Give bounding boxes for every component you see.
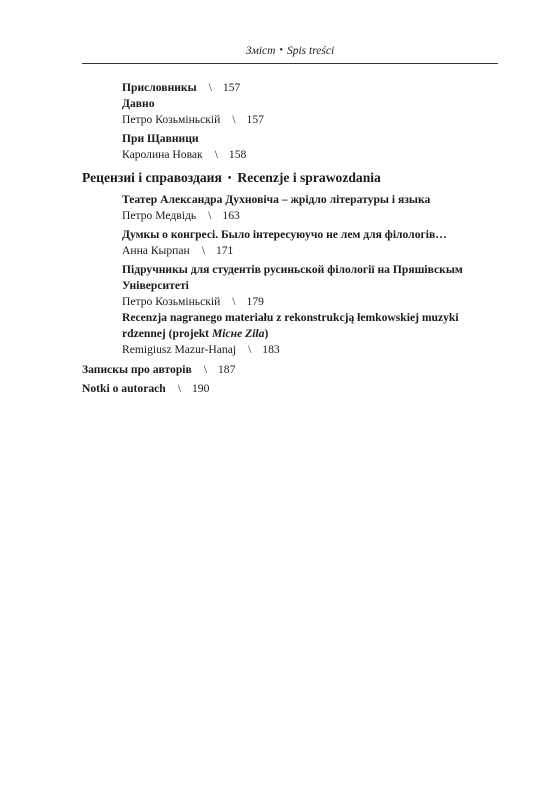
running-head-left: Зміст: [245, 45, 276, 57]
toc-entry-title: Театер Александра Духновіча – жрідло літературы і языка: [122, 193, 431, 206]
toc-entry-authors-notes-ru: [82, 362, 498, 378]
toc-entry-review: [82, 310, 498, 358]
toc-entry-title: При Щавници: [122, 132, 199, 145]
toc-entry-review: [82, 262, 498, 310]
toc-entry-review: [82, 227, 498, 259]
toc-entry-davno: [82, 96, 498, 112]
section-heading-right: Recenzje i sprawozdania: [237, 170, 381, 185]
page-number: 163: [222, 209, 240, 222]
toc-entry-author-name: Remigiusz Mazur-Hanaj: [122, 343, 237, 356]
toc-entry-title-line: Recenzja nagranego materiału z rekonstrukcją łemkowskiej muzyki: [122, 311, 459, 324]
title-suffix: ): [264, 327, 269, 340]
toc-entry-title: Запискы про авторів: [82, 363, 192, 376]
table-of-contents: [82, 80, 498, 397]
toc-entry-author-name: Петро Козьміньскій: [122, 295, 221, 308]
page-number: 179: [246, 295, 264, 308]
section-heading-bullet: •: [227, 173, 232, 184]
section-heading-left: Рецензиі і справоздаия: [82, 170, 222, 185]
title-prefix: rdzennej (projekt: [122, 327, 212, 340]
running-head-right: Spis treści: [286, 45, 335, 57]
toc-entry-title: Notki o autorach: [82, 382, 166, 395]
separator: \: [201, 244, 205, 257]
toc-entry-title: Давно: [122, 97, 155, 110]
page-number: 183: [262, 343, 280, 356]
toc-entry-author-name: Петро Козьміньскій: [122, 113, 221, 126]
page-number: 190: [191, 382, 210, 395]
separator: \: [203, 363, 207, 376]
page-number: 158: [228, 148, 247, 161]
section-heading: [82, 169, 498, 189]
toc-entry-prislovnyky: [82, 80, 498, 96]
toc-entry-title: Присловникы: [122, 81, 197, 94]
toc-entry-authors-notes-pl: [82, 381, 498, 397]
toc-entry-title-line: Університеті: [122, 279, 189, 292]
separator: \: [248, 343, 252, 356]
separator: \: [177, 382, 181, 395]
toc-entry-author: [82, 147, 498, 163]
toc-entry-title-line: Підручникы для студентів русиньской філології на Пряшівскым: [122, 263, 463, 276]
toc-entry-title-line: [122, 326, 498, 342]
toc-entry-pry-shchavnytsi: [82, 131, 498, 147]
running-head-bullet: •: [279, 45, 283, 56]
toc-entry-author: [82, 112, 498, 128]
running-head: [82, 44, 498, 59]
toc-entry-author-name: Петро Медвідь: [122, 209, 197, 222]
separator: \: [214, 148, 218, 161]
page-number: 157: [246, 113, 264, 126]
toc-entry-author-name: Анна Кырпан: [122, 244, 190, 257]
separator: \: [232, 113, 236, 126]
project-name: Місне Zila: [211, 327, 265, 340]
separator: \: [232, 295, 236, 308]
page-number: 157: [222, 81, 241, 94]
page-number: 171: [215, 244, 234, 257]
toc-entry-title: Думкы о конгресі. Было інтересуюучо не лем для філологів…: [122, 228, 447, 241]
toc-entry-author-name: Каролина Новак: [122, 148, 203, 161]
toc-entry-review: [82, 192, 498, 224]
page-number: 187: [218, 363, 236, 376]
header-rule: [82, 63, 498, 64]
separator: \: [208, 209, 212, 222]
separator: \: [208, 81, 212, 94]
